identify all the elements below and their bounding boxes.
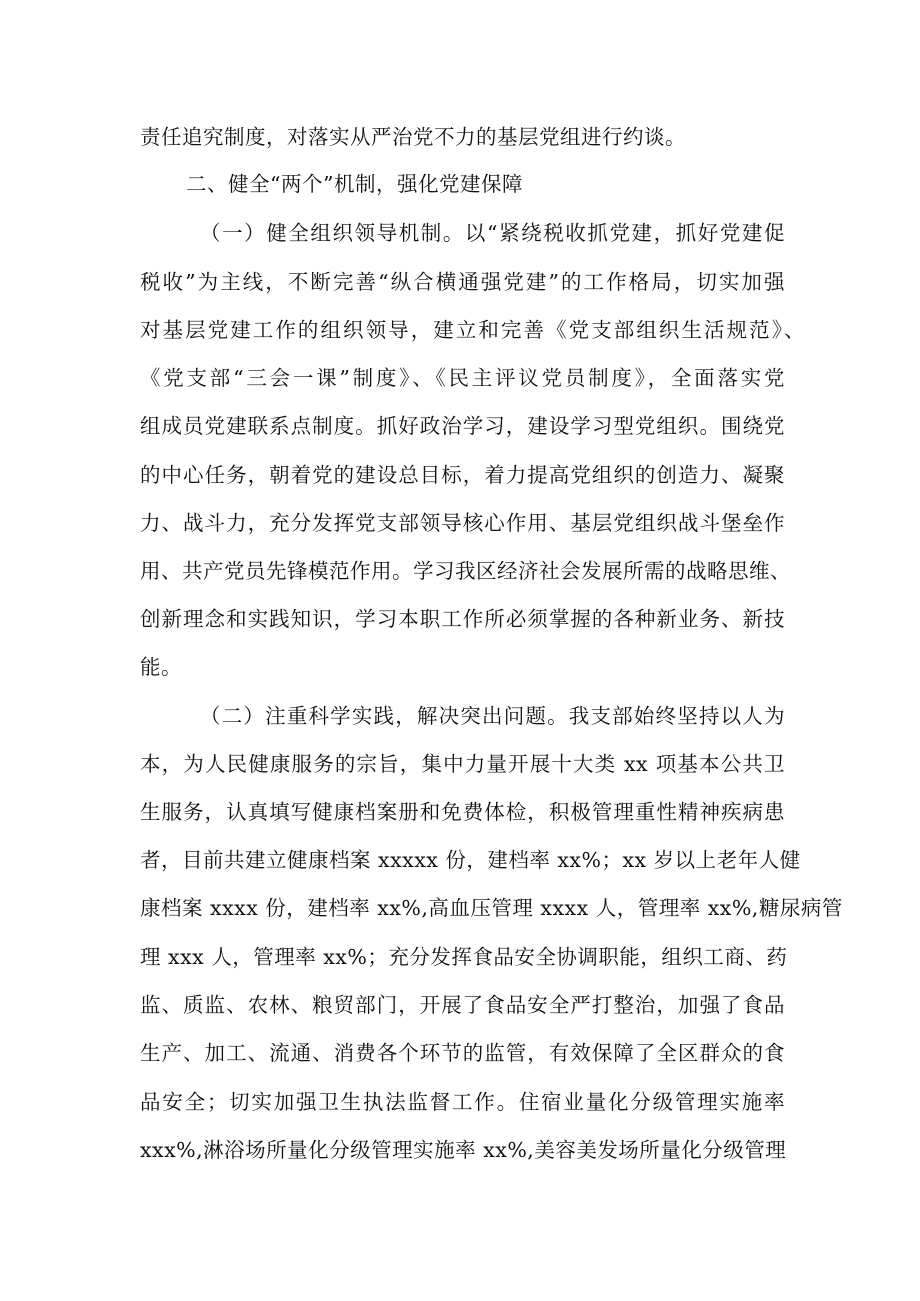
section-heading: 二、健全“两个”机制，强化党建保障 [186, 172, 523, 196]
paragraph-line: 理 xxx 人，管理率 xx%；充分发挥食品安全协调职能，组织工商、药 [140, 945, 788, 969]
paragraph-line: 能。 [140, 655, 182, 679]
paragraph-line: 组成员党建联系点制度。抓好政治学习，建设学习型党组织。围绕党 [140, 414, 785, 438]
paragraph-line: 力、战斗力，充分发挥党支部领导核心作用、基层党组织战斗堡垒作 [140, 511, 785, 535]
paragraph-line: 创新理念和实践知识，学习本职工作所必须掌握的各种新业务、新技 [140, 607, 785, 631]
paragraph-line: 康档案 xxxx 份，建档率 xx%,高血压管理 xxxx 人，管理率 xx%,糖尿病管 [140, 896, 843, 920]
paragraph-line: （二）注重科学实践，解决突出问题。我支部始终坚持以人为 [200, 704, 785, 728]
paragraph-line: 者，目前共建立健康档案 xxxxx 份，建档率 xx%；xx 岁以上老年人健 [140, 848, 801, 872]
paragraph-line: 监、质监、农林、粮贸部门，开展了食品安全严打整治，加强了食品 [140, 993, 785, 1017]
paragraph-line: 生服务，认真填写健康档案册和免费体检，积极管理重性精神疾病患 [140, 800, 785, 824]
paragraph-line: 《党支部“三会一课”制度》、《民主评议党员制度》，全面落实党 [140, 366, 785, 390]
paragraph-line: xxx%,淋浴场所量化分级管理实施率 xx%,美容美发场所量化分级管理 [140, 1138, 787, 1162]
paragraph-line: 对基层党建工作的组织领导，建立和完善《党支部组织生活规范》、 [140, 318, 805, 342]
paragraph-line: （一）健全组织领导机制。以“紧绕税收抓党建，抓好党建促 [200, 221, 785, 245]
paragraph-line: 责任追究制度，对落实从严治党不力的基层党组进行约谈。 [140, 125, 686, 149]
paragraph-line: 本，为人民健康服务的宗旨，集中力量开展十大类 xx 项基本公共卫 [140, 752, 785, 776]
paragraph-line: 品安全；切实加强卫生执法监督工作。住宿业量化分级管理实施率 [140, 1090, 785, 1114]
paragraph-line: 税收”为主线，不断完善“纵合横通强党建”的工作格局，切实加强 [140, 270, 785, 294]
paragraph-line: 生产、加工、流通、消费各个环节的监管，有效保障了全区群众的食 [140, 1041, 785, 1065]
paragraph-line: 用、共产党员先锋模范作用。学习我区经济社会发展所需的战略思维、 [140, 559, 791, 583]
paragraph-line: 的中心任务，朝着党的建设总目标，着力提高党组织的创造力、凝聚 [140, 463, 785, 487]
